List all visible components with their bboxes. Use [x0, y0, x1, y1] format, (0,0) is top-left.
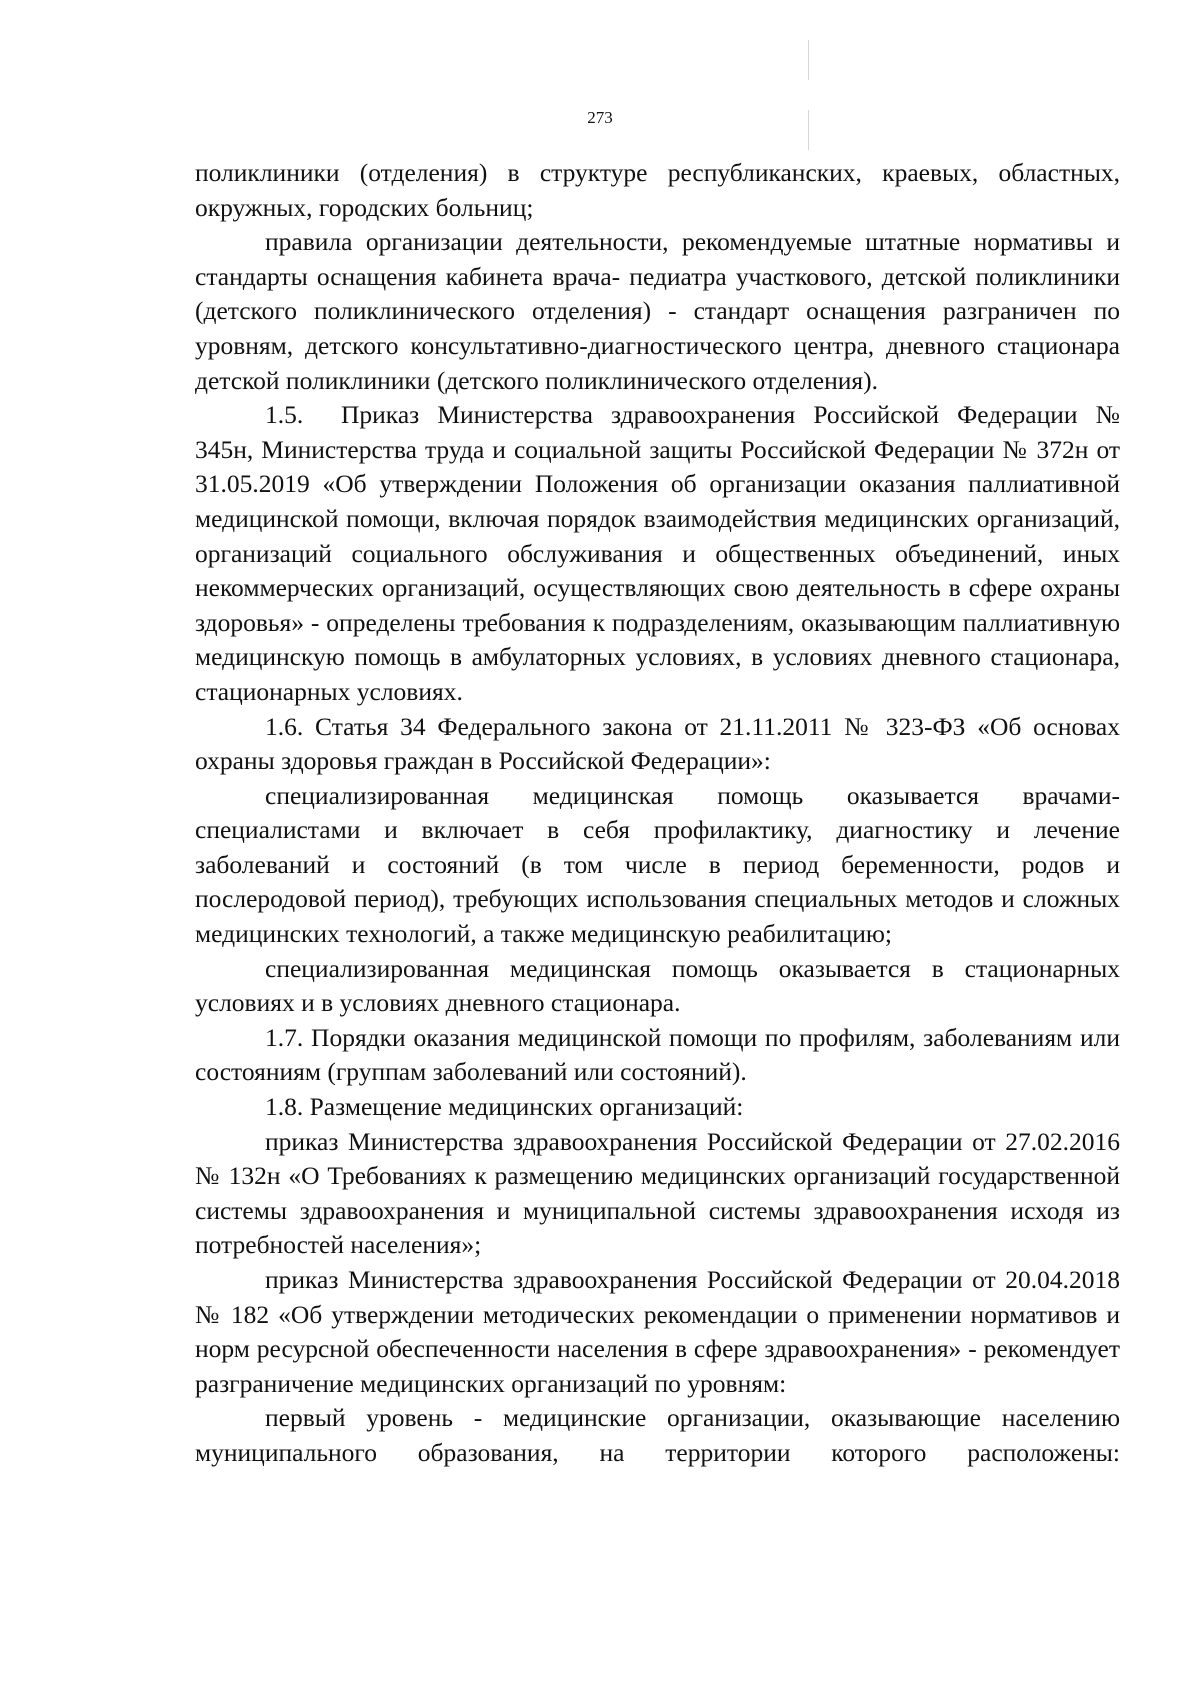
- document-body: [195, 156, 1120, 1471]
- paragraph-rules: правила организации деятельности, рекомендуемые штатные нормативы и стандарты оснащения кабинета врача- педиатра участкового, детской поликлиники (детского поликлинического отделения) - стандарт оснащения разграничен по уровням, детского консультативно-диагностического центра, дневного стационара детской поликлиники (детского поликлинического отделения).: [195, 227, 1120, 395]
- paragraph-specialized-care: специализированная медицинская помощь оказывается врачами-специалистами и включает в себя профилактику, диагностику и лечение заболеваний и состояний (в том числе в период беременности, родов и послеродовой период), требующих использования специальных методов и сложных медицинских технологий, а также медицинскую реабилитацию;: [195, 780, 1120, 949]
- paragraph-continuation: поликлиники (отделения) в структуре республиканских, краевых, областных, окружных, городских больниц;: [195, 158, 1120, 222]
- paragraph-specialized-care-conditions: специализированная медицинская помощь оказывается в стационарных условиях и в условиях дневного стационара.: [195, 953, 1120, 1018]
- paragraph-first-level: первый уровень - медицинские организации, оказывающие населению муниципального образования, на территории которого расположены:: [195, 1403, 1120, 1467]
- paragraph-number: 1.5.: [265, 400, 304, 430]
- paragraph-1-8: 1.8. Размещение медицинских организаций:: [265, 1092, 744, 1122]
- page-number: 273: [587, 108, 613, 127]
- paragraph-order-132n: приказ Министерства здравоохранения Российской Федерации от 27.02.2016 № 132н «О Требованиях к размещению медицинских организаций государственной системы здравоохранения и муниципальной системы здравоохранения исходя из потребностей населения»;: [195, 1126, 1120, 1260]
- paragraph-1-6: 1.6. Статья 34 Федерального закона от 21.11.2011 № 323-ФЗ «Об основах охраны здоровья граждан в Российской Федерации»:: [195, 711, 1120, 776]
- paragraph-order-182: приказ Министерства здравоохранения Российской Федерации от 20.04.2018 № 182 «Об утверждении методических рекомендации о применении нормативов и норм ресурсной обеспеченности населения в сфере здравоохранения» - рекомендует разграничение медицинских организаций по уровням:: [195, 1265, 1120, 1398]
- paragraph-1-5-text: Приказ Министерства здравоохранения Российской Федерации № 345н, Министерства труда и социальной защиты Российской Федерации № 372н от 31.05.2019 «Об утверждении Положения об организации оказания паллиативной медицинской помощи, включая порядок взаимодействия медицинских организаций, организаций социального обслуживания и общественных объединений, иных некоммерческих организаций, осуществляющих свою деятельность в сфере охраны здоровья» - определены требования к подразделениям, оказывающим паллиативную медицинскую помощь в амбулаторных условиях, в условиях дневного стационара, стационарных условиях.: [195, 400, 1120, 706]
- scan-artifact: [808, 40, 809, 80]
- paragraph-1-7: 1.7. Порядки оказания медицинской помощи по профилям, заболеваниям или состояниям (группам заболеваний или состояний).: [195, 1022, 1120, 1087]
- paragraph-1-5: [195, 398, 1120, 709]
